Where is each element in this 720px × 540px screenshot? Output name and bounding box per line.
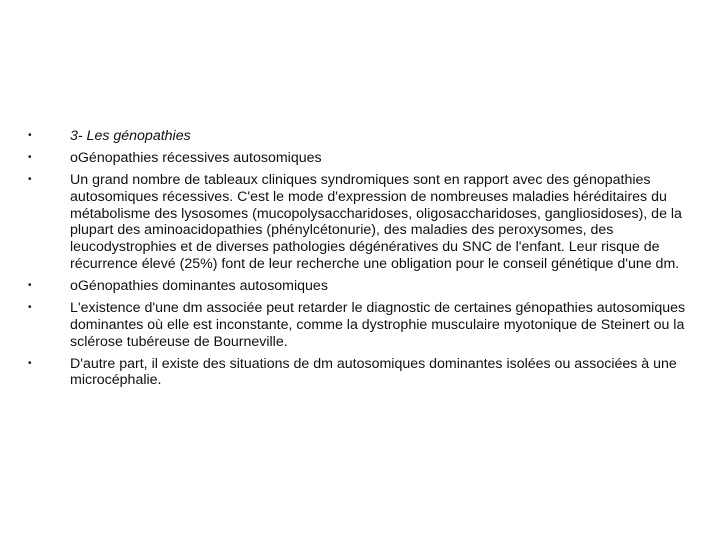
bullet-text: oGénopathies dominantes autosomiques (70, 277, 328, 294)
bullet-icon: • (28, 173, 32, 185)
bullet-item-isolated-situations (28, 356, 688, 390)
bullet-icon: • (28, 279, 32, 291)
bullet-item-recessive-description (28, 172, 688, 273)
bullet-text: oGénopathies récessives autosomiques (70, 149, 322, 166)
bullet-item-genopathies-title (28, 128, 688, 145)
bullet-icon: • (28, 151, 32, 163)
bullet-icon: • (28, 357, 32, 369)
bullet-text: 3- Les génopathies (70, 128, 191, 144)
bullet-item-dominant-heading (28, 278, 688, 295)
bullet-icon: • (28, 130, 32, 141)
bullet-text: L'existence d'une dm associée peut retarder le diagnostic de certaines génopathies autosomiques dominantes où elle est inconstante, comme la dystrophie musculaire myotonique de Steinert ou la sclérose tubéreuse de Bourneville. (70, 299, 686, 350)
bullet-item-recessive-heading (28, 150, 688, 167)
bullet-list (28, 128, 688, 394)
bullet-text: D'autre part, il existe des situations de dm autosomiques dominantes isolées ou associées à une microcéphalie. (70, 355, 677, 389)
bullet-icon: • (28, 301, 32, 313)
bullet-text: Un grand nombre de tableaux cliniques syndromiques sont en rapport avec des génopathies autosomiques récessives. C'est le mode d'expression de nombreuses maladies héréditaires du métabolisme des lysosomes (mucopolysaccharidoses, oligosaccharidoses, gangliosidoses), de la plupart des aminoacidopathies (phénylcétonurie), des maladies des peroxysomes, des leucodystrophies et de diverses pathologies dégénératives du SNC de l'enfant. Leur risque de récurrence élevé (25%) font de leur recherche une obligation pour le conseil génétique d'une dm. (70, 171, 682, 272)
bullet-item-dominant-description (28, 300, 688, 350)
